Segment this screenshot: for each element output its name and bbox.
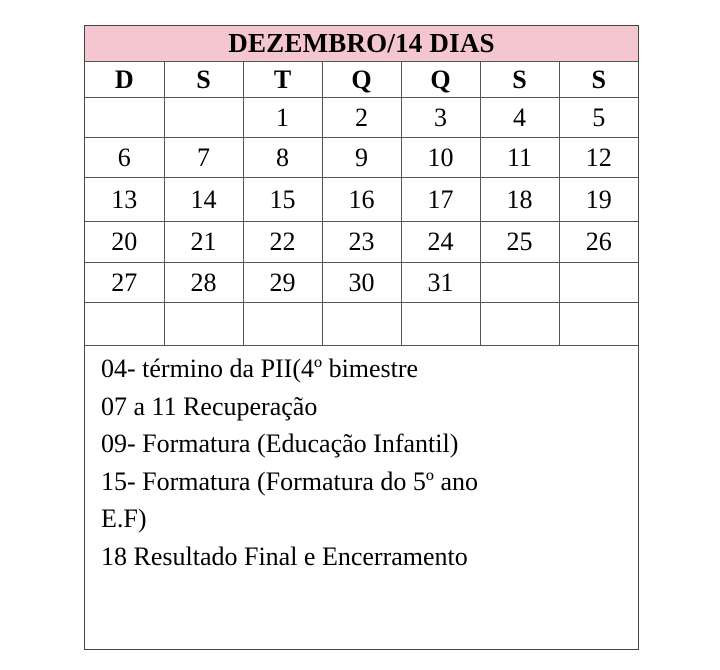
week-row-2 (85, 138, 638, 178)
day-cell: 30 (322, 263, 401, 303)
day-cell: 8 (243, 138, 322, 178)
month-title: DEZEMBRO/14 DIAS (85, 26, 638, 62)
day-cell: 6 (85, 138, 164, 178)
day-cell (85, 303, 164, 346)
note-line: 15- Formatura (Formatura do 5º ano (101, 466, 479, 496)
weekday-header-row (85, 62, 638, 98)
day-cell: 22 (243, 222, 322, 263)
day-cell (85, 98, 164, 138)
day-cell: 14 (164, 178, 243, 222)
calendar-card (84, 25, 639, 650)
day-cell: 18 (480, 178, 559, 222)
day-cell (164, 303, 243, 346)
day-cell: 2 (322, 98, 401, 138)
note-line: 04- término da PII(4º bimestre (101, 354, 419, 383)
day-cell (164, 98, 243, 138)
day-cell: 27 (85, 263, 164, 303)
weekday-tuesday: T (243, 62, 322, 98)
day-cell: 1 (243, 98, 322, 138)
weekday-monday: S (164, 62, 243, 98)
weekday-saturday: S (559, 62, 638, 98)
day-cell: 23 (322, 222, 401, 263)
note-line: E.F) (101, 504, 147, 533)
day-cell: 4 (480, 98, 559, 138)
weekday-wednesday: Q (322, 62, 401, 98)
day-cell (401, 303, 480, 346)
day-cell: 26 (559, 222, 638, 263)
day-cell: 17 (401, 178, 480, 222)
weekday-thursday: Q (401, 62, 480, 98)
note-line: 18 Resultado Final e Encerramento (101, 541, 468, 571)
week-row-1 (85, 98, 638, 138)
day-cell (559, 303, 638, 346)
week-row-4 (85, 222, 638, 263)
day-cell: 31 (401, 263, 480, 303)
day-cell: 21 (164, 222, 243, 263)
events-notes (85, 346, 638, 575)
day-cell: 29 (243, 263, 322, 303)
day-cell (480, 303, 559, 346)
day-cell: 9 (322, 138, 401, 178)
weekday-friday: S (480, 62, 559, 98)
day-cell (559, 263, 638, 303)
day-cell: 15 (243, 178, 322, 222)
day-cell: 5 (559, 98, 638, 138)
day-cell: 7 (164, 138, 243, 178)
day-cell: 25 (480, 222, 559, 263)
day-cell: 19 (559, 178, 638, 222)
weekday-sunday: D (85, 62, 164, 98)
day-cell: 3 (401, 98, 480, 138)
note-line: 09- Formatura (Educação Infantil) (101, 429, 459, 458)
day-cell: 13 (85, 178, 164, 222)
week-row-5 (85, 263, 638, 303)
week-row-6 (85, 303, 638, 346)
day-cell: 24 (401, 222, 480, 263)
day-cell: 20 (85, 222, 164, 263)
day-cell: 10 (401, 138, 480, 178)
day-cell (322, 303, 401, 346)
day-cell: 11 (480, 138, 559, 178)
day-cell (480, 263, 559, 303)
week-row-3 (85, 178, 638, 222)
note-line: 07 a 11 Recuperação (101, 391, 318, 421)
day-cell: 28 (164, 263, 243, 303)
calendar-grid (85, 62, 638, 346)
day-cell (243, 303, 322, 346)
day-cell: 16 (322, 178, 401, 222)
day-cell: 12 (559, 138, 638, 178)
